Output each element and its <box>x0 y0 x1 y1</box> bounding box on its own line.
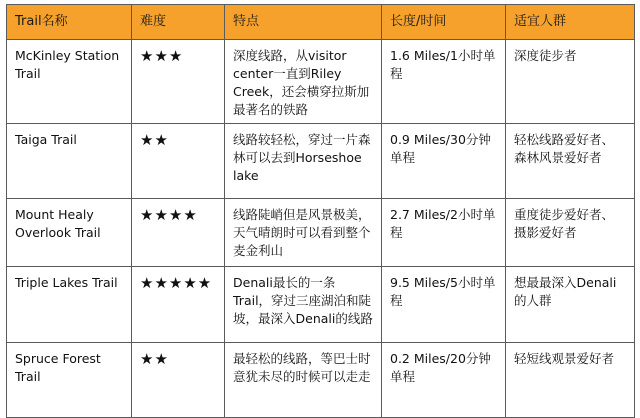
cell-features: 最轻松的线路，等巴士时意犹未尽的时候可以走走 <box>225 343 382 418</box>
cell-trail-name: Spruce Forest Trail <box>7 343 132 418</box>
header-difficulty: 难度 <box>132 5 225 40</box>
cell-difficulty-stars: ★★★ <box>132 40 225 124</box>
cell-features: 深度线路，从visitor center一直到Riley Creek，还会横穿拉斯加最著名的铁路 <box>225 40 382 124</box>
header-trail-name: Trail名称 <box>7 5 132 40</box>
cell-difficulty-stars: ★★ <box>132 343 225 418</box>
header-row <box>7 5 635 40</box>
header-length-time: 长度/时间 <box>382 5 506 40</box>
cell-length-time: 9.5 Miles/5小时单程 <box>382 267 506 343</box>
table-row <box>7 267 635 343</box>
cell-audience: 轻松线路爱好者、森林风景爱好者 <box>506 124 635 199</box>
trail-table <box>6 4 635 418</box>
header-features: 特点 <box>225 5 382 40</box>
cell-difficulty-stars: ★★★★★ <box>132 267 225 343</box>
cell-audience: 重度徒步爱好者、摄影爱好者 <box>506 199 635 267</box>
table-row <box>7 199 635 267</box>
cell-features: Denali最长的一条Trail，穿过三座湖泊和陡坡，最深入Denali的线路 <box>225 267 382 343</box>
cell-trail-name: McKinley Station Trail <box>7 40 132 124</box>
table-body <box>7 40 635 418</box>
cell-length-time: 2.7 Miles/2小时单程 <box>382 199 506 267</box>
table-header <box>7 5 635 40</box>
cell-length-time: 0.9 Miles/30分钟单程 <box>382 124 506 199</box>
table-row <box>7 124 635 199</box>
table-row <box>7 40 635 124</box>
cell-difficulty-stars: ★★★★ <box>132 199 225 267</box>
cell-trail-name: Taiga Trail <box>7 124 132 199</box>
cell-features: 线路陡峭但是风景极美，天气晴朗时可以看到整个麦金利山 <box>225 199 382 267</box>
trail-table-container <box>6 4 634 418</box>
cell-length-time: 1.6 Miles/1小时单程 <box>382 40 506 124</box>
cell-audience: 轻短线观景爱好者 <box>506 343 635 418</box>
cell-trail-name: Mount Healy Overlook Trail <box>7 199 132 267</box>
cell-difficulty-stars: ★★ <box>132 124 225 199</box>
cell-audience: 深度徒步者 <box>506 40 635 124</box>
cell-audience: 想最最深入Denali的人群 <box>506 267 635 343</box>
header-audience: 适宜人群 <box>506 5 635 40</box>
cell-length-time: 0.2 Miles/20分钟单程 <box>382 343 506 418</box>
cell-features: 线路较轻松，穿过一片森林可以去到Horseshoe lake <box>225 124 382 199</box>
cell-trail-name: Triple Lakes Trail <box>7 267 132 343</box>
table-row <box>7 343 635 418</box>
